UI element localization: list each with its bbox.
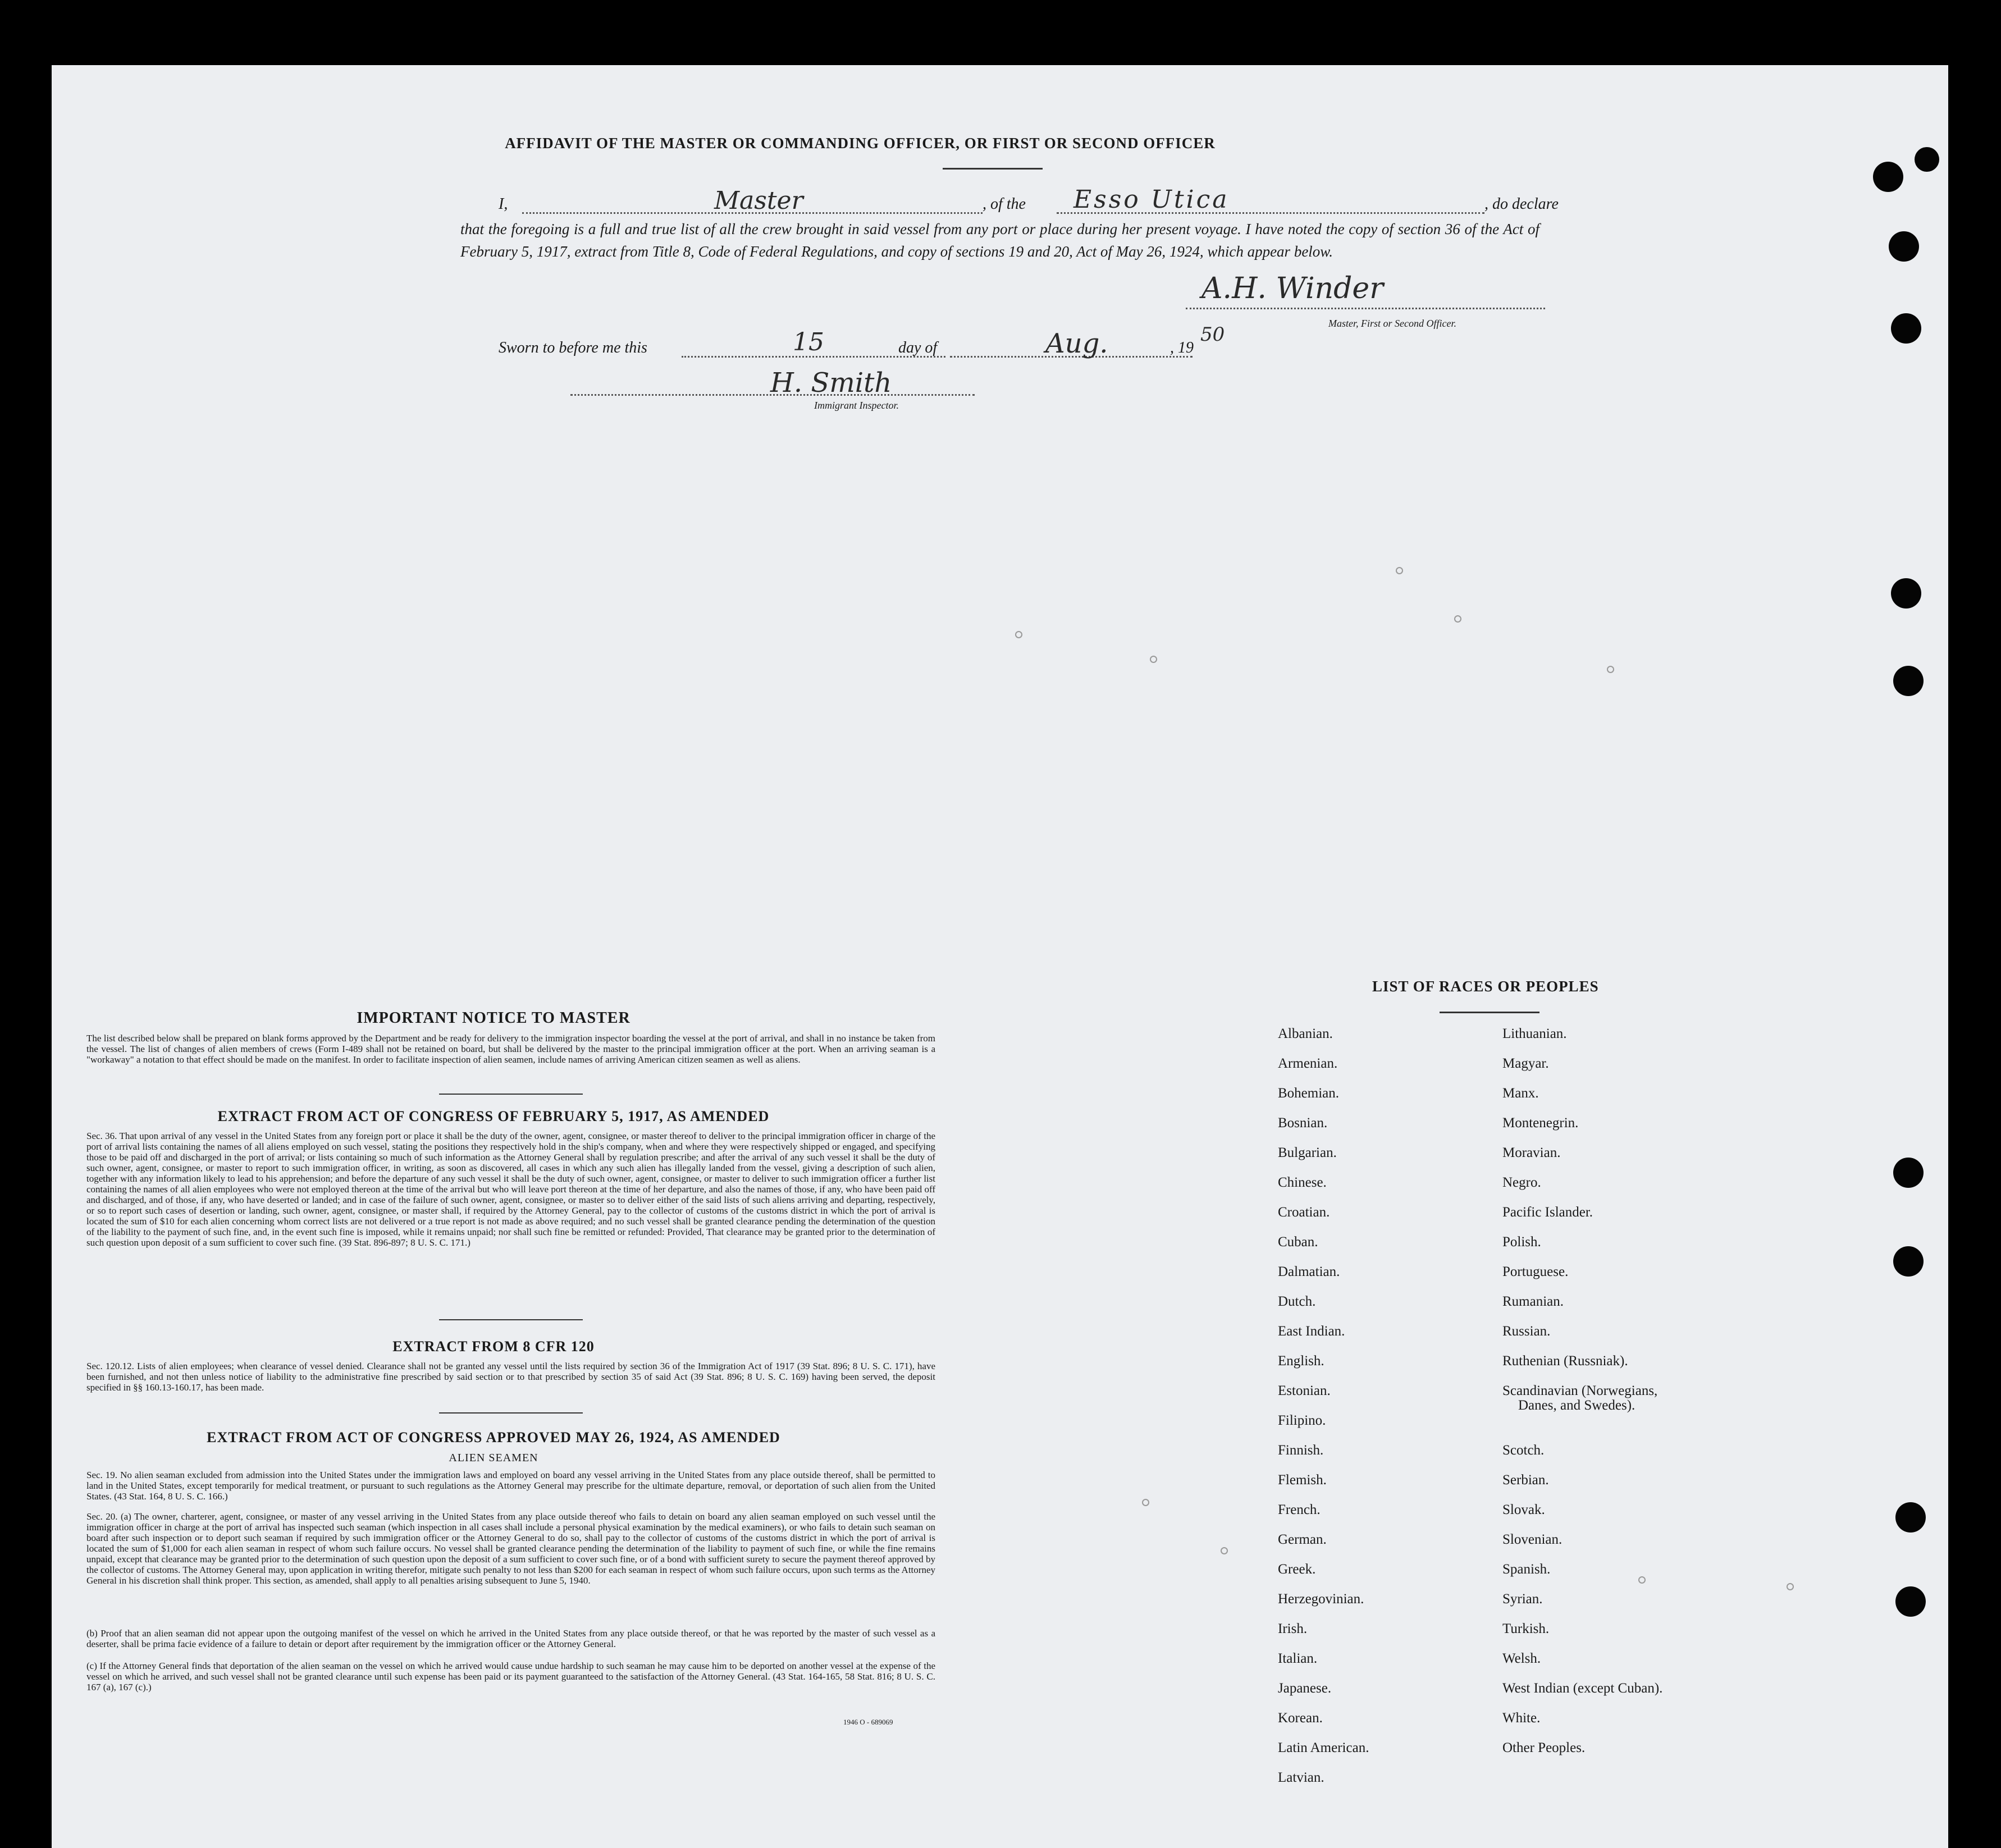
race-right: Serbian. (1502, 1472, 1549, 1488)
race-right: Other Peoples. (1502, 1740, 1586, 1755)
race-left: Cuban. (1278, 1234, 1318, 1250)
extract-1924-title: EXTRACT FROM ACT OF CONGRESS APPROVED MAY 26, 1924, AS AMENDED (207, 1429, 780, 1446)
title-divider (943, 168, 1043, 170)
race-right: Manx. (1502, 1086, 1539, 1101)
speck (1221, 1547, 1228, 1554)
speck (1396, 567, 1403, 574)
print-code: 1946 O - 689069 (843, 1718, 893, 1726)
race-right: Slovak. (1502, 1502, 1545, 1517)
race-left: Bulgarian. (1278, 1145, 1337, 1160)
race-left: Greek. (1278, 1562, 1316, 1577)
race-left: English. (1278, 1353, 1324, 1369)
sec20c-text: (c) If the Attorney General finds that deportation of the alien seaman on the vessel on which he arrived would cause undue hardship to such seaman he may cause him to be deported on another vessel at the expense of the vessel on which he arrived, and such vessel shall not be granted clearance until such expense has been paid or its payment guaranteed to the satisfaction of the Attorney General. (43 Stat. 164-165, 58 Stat. 816; 8 U. S. C. 167 (a), 167 (c).) (86, 1661, 935, 1693)
race-left: Korean. (1278, 1710, 1323, 1726)
race-right: Danes, and Swedes). (1518, 1398, 1635, 1413)
speck (1142, 1499, 1149, 1506)
document-page (52, 65, 1948, 1848)
do-declare-text: , do declare (1484, 195, 1559, 213)
races-divider (1440, 1012, 1539, 1013)
punch-hole (1895, 1502, 1926, 1533)
extract-1917-divider (439, 1319, 583, 1320)
extract-cfr-title: EXTRACT FROM 8 CFR 120 (392, 1338, 595, 1355)
race-left: Chinese. (1278, 1175, 1327, 1190)
race-left: Italian. (1278, 1651, 1318, 1666)
race-right: Spanish. (1502, 1562, 1551, 1577)
race-left: French. (1278, 1502, 1321, 1517)
race-right: White. (1502, 1710, 1541, 1726)
races-title: LIST OF RACES OR PEOPLES (1372, 978, 1599, 995)
race-right: Negro. (1502, 1175, 1541, 1190)
race-right: Slovenian. (1502, 1532, 1563, 1547)
sworn-day: 15 (793, 328, 824, 356)
race-left: Irish. (1278, 1621, 1308, 1636)
rank-handwritten: Master (714, 186, 803, 215)
race-left: Finnish. (1278, 1443, 1324, 1458)
race-left: East Indian. (1278, 1324, 1345, 1339)
sec19-text: Sec. 19. No alien seaman excluded from admission into the United States under the immigration laws and employed on board any vessel arriving in the United States from any place outside thereof, shall be permitted to land in the United States, except temporarily for medical treatment, or pursuant to such regulations as the Attorney General may prescribe for the ultimate departure, removal, or deportation of such alien from the United States. (43 Stat. 164, 8 U. S. C. 166.) (86, 1470, 935, 1502)
race-right: Welsh. (1502, 1651, 1541, 1666)
day-of-text: day of (898, 339, 938, 356)
speck (1607, 666, 1614, 673)
race-right: Lithuanian. (1502, 1026, 1567, 1041)
race-left: Estonian. (1278, 1383, 1331, 1398)
race-left: Albanian. (1278, 1026, 1333, 1041)
sec20a-text: Sec. 20. (a) The owner, charterer, agent, consignee, or master of any vessel arriving in the United States from any place outside thereof who fails to detain on board any alien seaman employed on such vessel until the immigration officer in charge at the port of arrival has inspected such seaman (which inspection in all cases shall include a personal physical examination by the medical examiners), or who fails to detain such seaman on board after such inspection or to deport such seaman if required by such immigration officer or the Attorney General to do so, shall pay to the collector of customs of the customs district in which the port of arrival is located the sum of $1,000 for each alien seaman in respect of whom such failure occurs. No vessel shall be granted clearance pending the determination of the liability to payment of such fine, or while the fine remains unpaid, except that clearance may be granted prior to the determination of such question upon the deposit of a sum sufficient to cover such fine, or of a bond with sufficient surety to secure the payment thereof approved by the collector of customs. The Attorney General may, upon application in writing therefor, mitigate such penalty to not less than $200 for each seaman in respect of whom such failure occurs, upon such terms as the Attorney General in his discretion shall think proper. This section, as amended, shall apply to all penalties arising subsequent to June 5, 1940. (86, 1511, 935, 1586)
punch-hole (1891, 578, 1921, 609)
affidavit-title: AFFIDAVIT OF THE MASTER OR COMMANDING OFFICER, OR FIRST OR SECOND OFFICER (505, 135, 1216, 152)
notice-text: The list described below shall be prepared on blank forms approved by the Department and be ready for delivery to the immigration inspector boarding the vessel at the port of arrival, and shall in no instance be taken from the vessel. The list of changes of alien members of crews (Form I-489 shall not be retained on board, but shall be delivered by the master to the principal immigration officer at the port. When an arriving seaman is a "workaway" a notation to that effect should be made on the manifest. In order to facilitate inspection of alien seamen, include names of arriving American citizen seamen as well as aliens. (86, 1033, 935, 1065)
race-left: Armenian. (1278, 1056, 1338, 1071)
race-right: Portuguese. (1502, 1264, 1569, 1279)
race-right: Ruthenian (Russniak). (1502, 1353, 1628, 1369)
vessel-handwritten: Esso Utica (1073, 185, 1230, 214)
extract-cfr-text: Sec. 120.12. Lists of alien employees; when clearance of vessel denied. Clearance shall not be granted any vessel until the lists required by section 36 of the Immigration Act of 1917 (39 Stat. 896; 8 U. S. C. 171), have been furnished, and not then unless notice of liability to the administrative fine prescribed by said section or to that prescribed by section 35 of said Act (39 Stat. 896; 8 U. S. C. 169) having been served, the deposit specified in §§ 160.13-160.17, has been made. (86, 1361, 935, 1393)
race-right: Syrian. (1502, 1591, 1543, 1607)
affidavit-i: I, (499, 195, 508, 213)
inspector-signature: H. Smith (770, 367, 892, 399)
sworn-prefix: Sworn to before me this (499, 339, 647, 356)
extract-cfr-divider (439, 1412, 583, 1414)
race-left: Japanese. (1278, 1681, 1332, 1696)
race-left: Dutch. (1278, 1294, 1316, 1309)
speck (1150, 656, 1157, 663)
sworn-month: Aug. (1045, 328, 1108, 359)
race-left: Bohemian. (1278, 1086, 1340, 1101)
punch-hole (1889, 231, 1919, 262)
punch-hole (1873, 162, 1903, 192)
signature-line (1186, 308, 1545, 309)
race-right: Moravian. (1502, 1145, 1561, 1160)
extract-1917-title: EXTRACT FROM ACT OF CONGRESS OF FEBRUARY 5, 1917, AS AMENDED (217, 1108, 770, 1124)
affidavit-body: that the foregoing is a full and true list of all the crew brought in said vessel from any port or place during her present voyage. I have noted the copy of section 36 of the Act of February 5, 1917, extract from Title 8, Code of Federal Regulations, and copy of sections 19 and 20, Act of May 26, 1924, which appear below. (460, 221, 1539, 260)
race-left: Filipino. (1278, 1413, 1326, 1428)
speck (1015, 631, 1022, 638)
race-left: Croatian. (1278, 1205, 1330, 1220)
signature-caption: Master, First or Second Officer. (1328, 318, 1456, 329)
race-left: Herzegovinian. (1278, 1591, 1364, 1607)
speck (1454, 615, 1461, 623)
notice-divider (439, 1094, 583, 1095)
punch-hole (1893, 1246, 1924, 1277)
punch-hole (1895, 1586, 1926, 1617)
race-right: Scandinavian (Norwegians, (1502, 1383, 1658, 1398)
inspector-caption: Immigrant Inspector. (814, 400, 899, 411)
race-right: Rumanian. (1502, 1294, 1564, 1309)
sec20b-text: (b) Proof that an alien seaman did not appear upon the outgoing manifest of the vessel on which he arrived in the United States from any place outside thereof, or that he was reported by the master of such vessel as a deserter, shall be prima facie evidence of a failure to detain or deport after requirement by the immigration officer or the Attorney General. (86, 1628, 935, 1649)
race-right: Scotch. (1502, 1443, 1545, 1458)
notice-title: IMPORTANT NOTICE TO MASTER (357, 1009, 631, 1027)
inspector-line (570, 394, 975, 396)
punch-hole (1893, 666, 1924, 696)
race-right: Russian. (1502, 1324, 1551, 1339)
race-right: West Indian (except Cuban). (1502, 1681, 1663, 1696)
punch-hole (1915, 147, 1939, 172)
race-right: Magyar. (1502, 1056, 1549, 1071)
punch-hole (1893, 1158, 1924, 1188)
race-right: Polish. (1502, 1234, 1541, 1250)
punch-hole (1891, 313, 1921, 344)
race-right: Pacific Islander. (1502, 1205, 1593, 1220)
alien-seamen-subtitle: ALIEN SEAMEN (449, 1452, 538, 1464)
race-right: Montenegrin. (1502, 1115, 1579, 1131)
race-left: Latin American. (1278, 1740, 1369, 1755)
race-left: Flemish. (1278, 1472, 1327, 1488)
year-prefix: , 19 (1170, 339, 1194, 356)
of-the-text: , of the (983, 195, 1026, 213)
race-left: Dalmatian. (1278, 1264, 1340, 1279)
year-suffix: 50 (1200, 323, 1225, 346)
speck (1787, 1583, 1794, 1590)
race-left: Latvian. (1278, 1770, 1324, 1785)
race-left: German. (1278, 1532, 1327, 1547)
race-left: Bosnian. (1278, 1115, 1328, 1131)
speck (1638, 1576, 1646, 1584)
extract-1917-text: Sec. 36. That upon arrival of any vessel in the United States from any foreign port or place it shall be the duty of the owner, agent, consignee, or master thereof to deliver to the principal immigration officer in charge of the port of arrival lists containing the names of all aliens employed on such vessel, stating the positions they respectively hold in the ship's company, when and where they were respectively shipped or engaged, and specifying those to be paid off and discharged in the port of arrival; or lists containing so much of such information as the Attorney General shall by regulation prescribe; and after the arrival of any such vessel it shall be the duty of such owner, agent, consignee, or master to report to such immigration officer, in writing, as soon as discovered, all cases in which any such alien has illegally landed from the vessel, giving a description of such alien, together with any information likely to lead to his apprehension; and before the departure of any such vessel it shall be the duty of such owner, agent, consignee, or master to deliver to such immigration officer a further list containing the names of all alien employees who were not employed thereon at the time of the arrival but who will leave port thereon at the time of her departure, and also the names of those, if any, who have been paid off and discharged, and of those, if any, who have deserted or landed; and in case of the failure of such owner, agent, consignee, or master so to deliver either of the said lists of such aliens arriving and departing, respectively, or so to report such cases of desertion or landing, such owner, agent, consignee, or master shall, if required by the Attorney General, pay to the collector of customs of the customs district in which the port of arrival is located the sum of $10 for each alien concerning whom correct lists are not delivered or a true report is not made as above required; and no such vessel shall be granted clearance pending the determination of the question of the liability to the payment of such fine, and, in the event such fine is imposed, while it remains unpaid; nor shall such fine be remitted or refunded: Provided, That clearance may be granted prior to the determination of such question upon deposit of a sum sufficient to cover such fine. (39 Stat. 896-897; 8 U. S. C. 171.) (86, 1131, 935, 1248)
master-signature: A.H. Winder (1201, 272, 1384, 305)
race-right: Turkish. (1502, 1621, 1550, 1636)
